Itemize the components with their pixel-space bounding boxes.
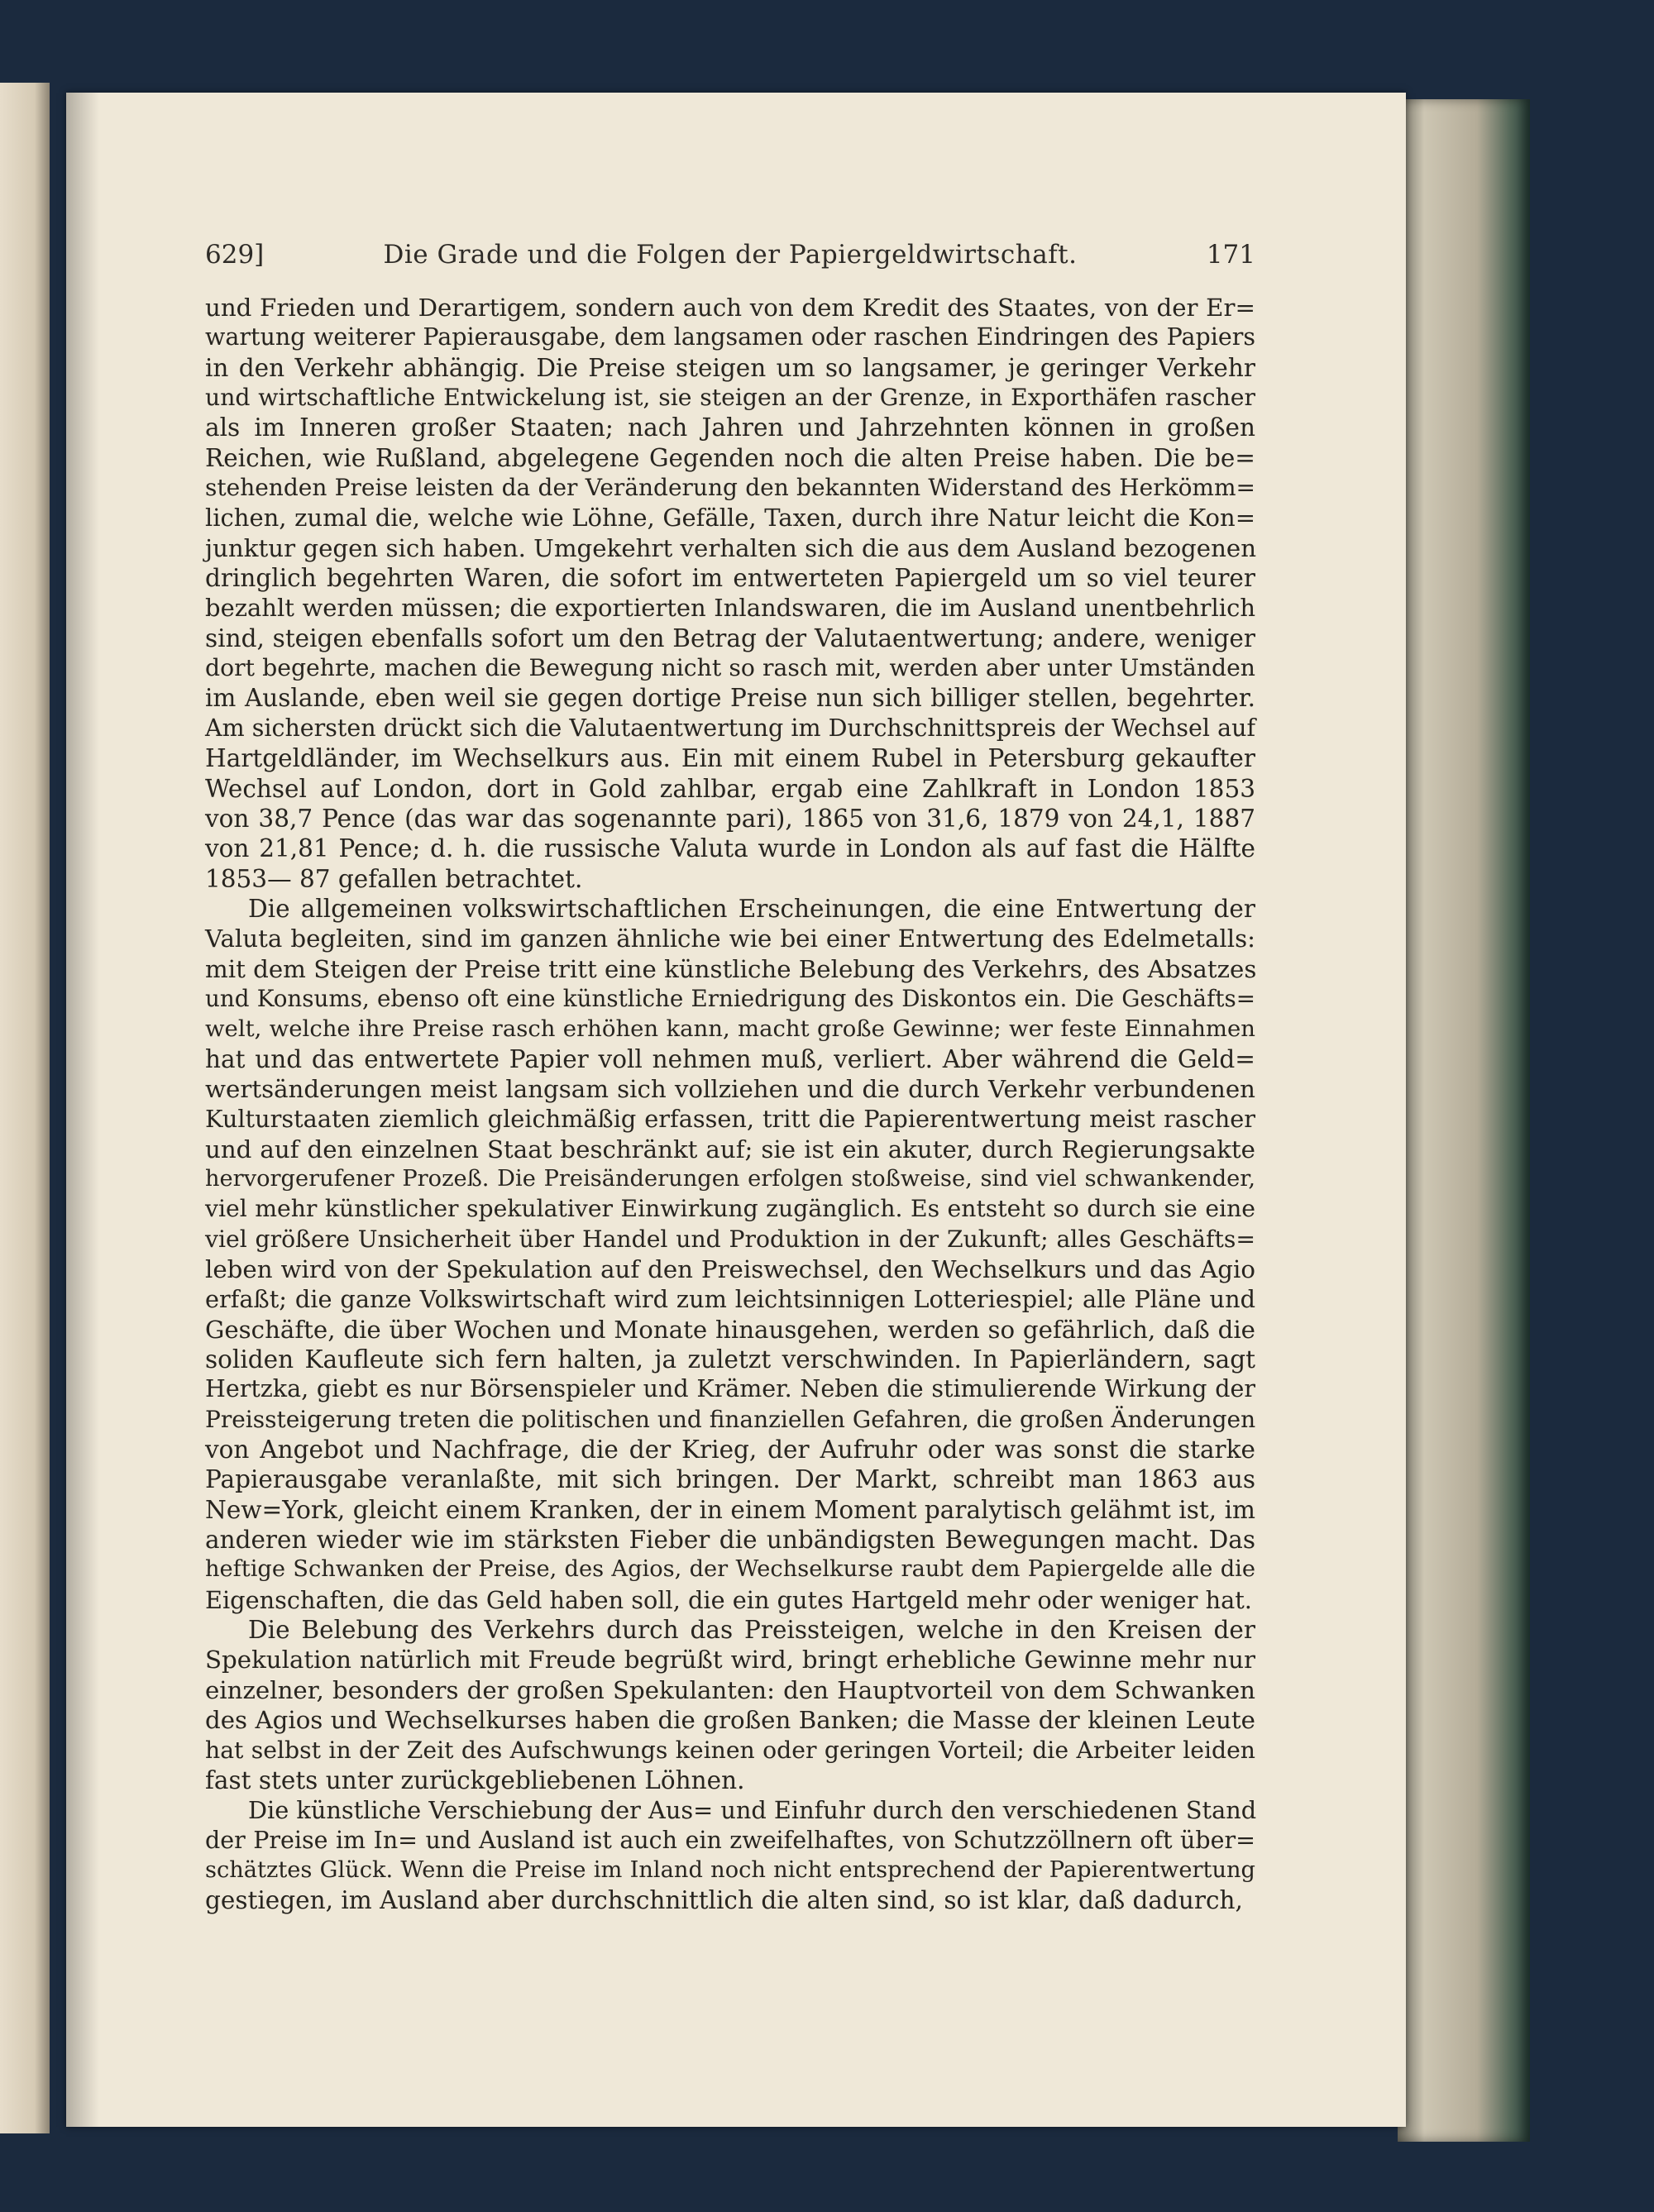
text-line: Hartgeldländer, im Wechselkurs aus. Ein mit einem Rubel in Petersburg gekaufter xyxy=(205,744,1255,773)
text-line: von 21,81 Pence; d. h. die russische Valuta wurde in London als auf fast die Hälfte xyxy=(205,834,1255,863)
text-line: Die allgemeinen volkswirtschaftlichen Erscheinungen, die eine Entwertung der xyxy=(248,894,1255,923)
text-line: fast stets unter zurückgebliebenen Löhnen. xyxy=(205,1765,745,1794)
text-line: und Frieden und Derartigem, sondern auch von dem Kredit des Staates, von der Er= xyxy=(205,294,1255,322)
text-line: leben wird von der Spekulation auf den Preiswechsel, den Wechselkurs und das Agio xyxy=(205,1255,1255,1283)
text-line: junktur gegen sich haben. Umgekehrt verhalten sich die aus dem Ausland bezogenen xyxy=(205,533,1257,562)
body-text xyxy=(205,293,1255,1916)
running-header xyxy=(205,234,1255,275)
text-line: Valuta begleiten, sind im ganzen ähnliche wie bei einer Entwertung des Edelmetalls: xyxy=(205,924,1255,953)
text-line: Reichen, wie Rußland, abgelegene Gegenden noch die alten Preise haben. Die be= xyxy=(205,443,1255,472)
text-line: viel mehr künstlicher spekulativer Einwirkung zugänglich. Es entsteht so durch sie eine xyxy=(205,1195,1255,1223)
text-line: 1853— 87 gefallen betrachtet. xyxy=(205,864,583,893)
text-line: als im Inneren großer Staaten; nach Jahren und Jahrzehnten können in großen xyxy=(205,413,1255,442)
text-line: erfaßt; die ganze Volkswirtschaft wird zum leichtsinnigen Lotteriespiel; alle Pläne und xyxy=(205,1285,1255,1314)
text-line: dringlich begehrten Waren, die sofort im entwerteten Papiergeld um so viel teurer xyxy=(205,564,1255,593)
text-line: sind, steigen ebenfalls sofort um den Betrag der Valutaentwertung; andere, weniger xyxy=(205,623,1255,652)
text-line: und wirtschaftliche Entwickelung ist, sie steigen an der Grenze, in Exporthäfen rascher xyxy=(205,384,1255,412)
text-line: des Agios und Wechselkurses haben die großen Banken; die Masse der kleinen Leute xyxy=(205,1706,1255,1735)
text-line: wertsänderungen meist langsam sich vollziehen und die durch Verkehr verbundenen xyxy=(205,1074,1255,1103)
text-line: viel größere Unsicherheit über Handel und Produktion in der Zukunft; alles Geschäfts= xyxy=(205,1225,1255,1253)
text-line: Die künstliche Verschiebung der Aus= und Einfuhr durch den verschiedenen Stand xyxy=(248,1796,1257,1825)
text-line: dort begehrte, machen die Bewegung nicht so rasch mit, werden aber unter Umständen xyxy=(205,654,1255,682)
text-line: von 38,7 Pence (das war das sogenannte pari), 1865 von 31,6, 1879 von 24,1, 1887 xyxy=(205,804,1255,833)
text-line: und auf den einzelnen Staat beschränkt auf; sie ist ein akuter, durch Regierungsakte xyxy=(205,1135,1255,1163)
text-line: hat selbst in der Zeit des Aufschwungs keinen oder geringen Vorteil; die Arbeiter leiden xyxy=(205,1736,1255,1764)
text-line: wartung weiterer Papierausgabe, dem langsamen oder raschen Eindringen des Papiers xyxy=(205,323,1255,351)
page-gutter-shadow xyxy=(66,93,99,2127)
text-line: Kulturstaaten ziemlich gleichmäßig erfassen, tritt die Papierentwertung meist rascher xyxy=(205,1105,1255,1134)
text-line: Papierausgabe veranlaßte, mit sich bringen. Der Markt, schreibt man 1863 aus xyxy=(205,1465,1255,1494)
text-line: gestiegen, im Ausland aber durchschnittlich die alten sind, so ist klar, daß dadurch, xyxy=(205,1886,1243,1915)
text-line: und Konsums, ebenso oft eine künstliche Erniedrigung des Diskontos ein. Die Geschäfts= xyxy=(205,984,1255,1012)
text-line: stehenden Preise leisten da der Veränderung den bekannten Widerstand des Herkömm= xyxy=(205,474,1255,502)
page-number-left: 629] xyxy=(205,240,265,270)
text-line: anderen wieder wie im stärksten Fieber die unbändigsten Bewegungen macht. Das xyxy=(205,1526,1255,1555)
text-line: von Angebot und Nachfrage, die der Krieg, der Aufruhr oder was sonst die starke xyxy=(205,1436,1255,1464)
text-line: Geschäfte, die über Wochen und Monate hinausgehen, werden so gefährlich, daß die xyxy=(205,1315,1255,1344)
text-line: der Preise im In= und Ausland ist auch ein zweifelhaftes, von Schutzzöllnern oft über= xyxy=(205,1826,1255,1854)
book-page-edges xyxy=(1398,99,1530,2142)
text-line: hat und das entwertete Papier voll nehmen muß, verliert. Aber während die Geld= xyxy=(205,1044,1255,1073)
text-line: mit dem Steigen der Preise tritt eine künstliche Belebung des Verkehrs, des Absatzes xyxy=(205,954,1257,983)
text-line: Wechsel auf London, dort in Gold zahlbar, ergab eine Zahlkraft in London 1853 xyxy=(205,774,1255,803)
text-line: in den Verkehr abhängig. Die Preise steigen um so langsamer, je geringer Verkehr xyxy=(205,353,1255,382)
page-number-right: 171 xyxy=(1206,240,1255,270)
left-page-edge xyxy=(0,83,50,2133)
text-line: schätztes Glück. Wenn die Preise im Inland noch nicht entsprechend der Papierentwertung xyxy=(205,1856,1255,1883)
text-line: Am sichersten drückt sich die Valutaentwertung im Durchschnittspreis der Wechsel auf xyxy=(205,714,1255,742)
text-line: Hertzka, giebt es nur Börsenspieler und Krämer. Neben die stimulierende Wirkung der xyxy=(205,1375,1255,1403)
text-line: bezahlt werden müssen; die exportierten Inlandswaren, die im Ausland unentbehrlich xyxy=(205,594,1255,623)
text-line: heftige Schwanken der Preise, des Agios, der Wechselkurse raubt dem Papiergelde alle die xyxy=(205,1556,1255,1583)
text-line: New=York, gleicht einem Kranken, der in einem Moment paralytisch gelähmt ist, im xyxy=(205,1495,1255,1524)
text-line: welt, welche ihre Preise rasch erhöhen kann, macht große Gewinne; wer feste Einnahmen xyxy=(205,1015,1255,1043)
text-line: einzelner, besonders der großen Spekulanten: den Hauptvorteil von dem Schwanken xyxy=(205,1675,1255,1704)
text-line: Die Belebung des Verkehrs durch das Preissteigen, welche in den Kreisen der xyxy=(248,1616,1255,1645)
text-line: Preissteigerung treten die politischen und finanziellen Gefahren, die großen Änderungen xyxy=(205,1405,1256,1433)
running-title: Die Grade und die Folgen der Papiergeldwirtschaft. xyxy=(383,240,1078,270)
text-line: im Auslande, eben weil sie gegen dortige Preise nun sich billiger stellen, begehrter. xyxy=(205,684,1255,713)
text-line: lichen, zumal die, welche wie Löhne, Gefälle, Taxen, durch ihre Natur leicht die Kon= xyxy=(205,504,1255,533)
text-line: Spekulation natürlich mit Freude begrüßt wird, bringt erhebliche Gewinne mehr nur xyxy=(205,1646,1255,1675)
text-line: soliden Kaufleute sich fern halten, ja zuletzt verschwinden. In Papierländern, sagt xyxy=(205,1345,1255,1374)
text-line: Eigenschaften, die das Geld haben soll, die ein gutes Hartgeld mehr oder weniger hat. xyxy=(205,1585,1252,1614)
text-line: hervorgerufener Prozeß. Die Preisänderungen erfolgen stoßweise, sind viel schwankender, xyxy=(205,1165,1255,1192)
